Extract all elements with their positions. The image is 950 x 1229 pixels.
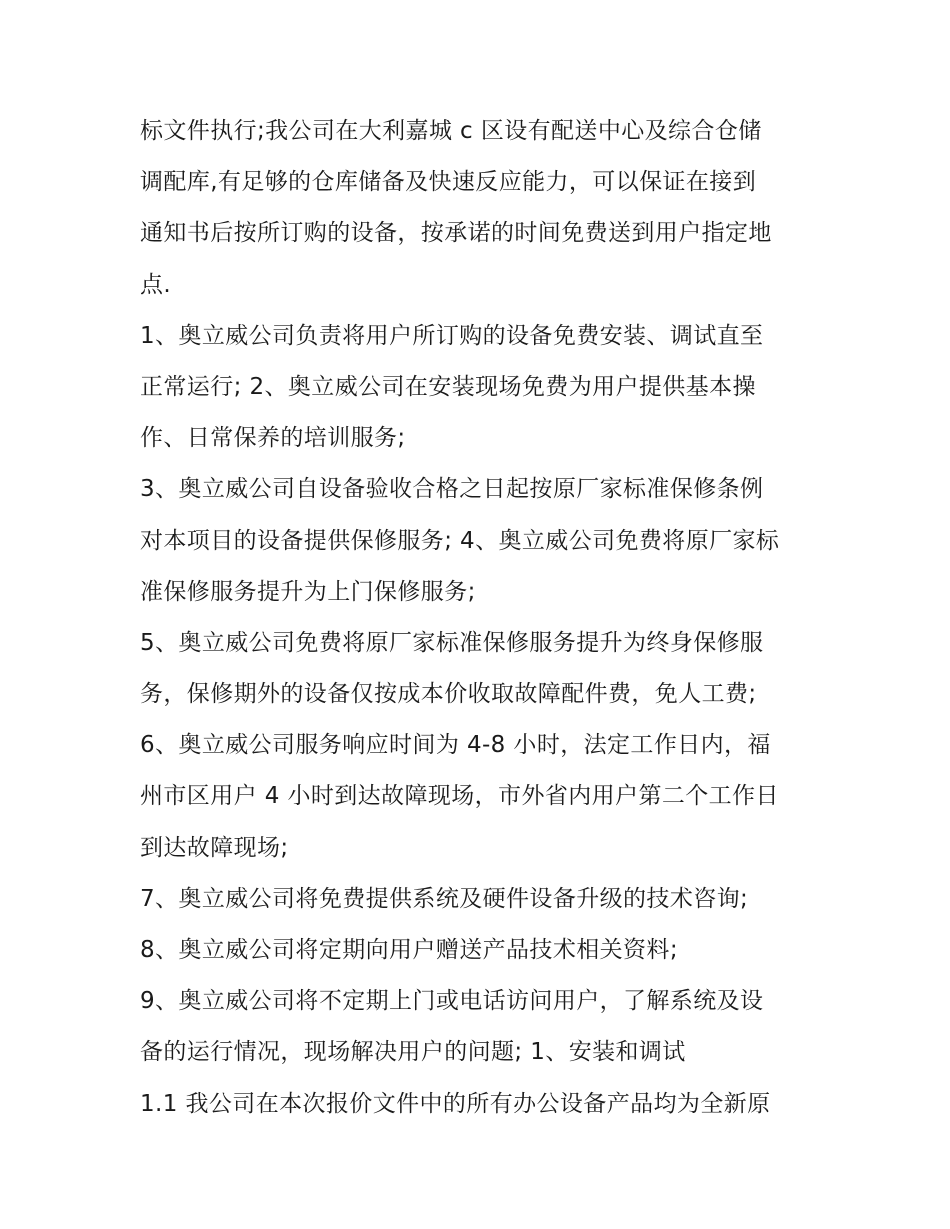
text-line: 1.1 我公司在本次报价文件中的所有办公设备产品均为全新原: [140, 1090, 771, 1117]
text-line: 对本项目的设备提供保修服务; 4、奥立威公司免费将原厂家标: [140, 527, 780, 554]
text-line: 1、奥立威公司负责将用户所订购的设备免费安装、调试直至: [140, 322, 764, 349]
text-line: 作、日常保养的培训服务;: [140, 425, 406, 452]
text-line: 正常运行; 2、奥立威公司在安装现场免费为用户提供基本操: [140, 373, 756, 400]
text-line: 9、奥立威公司将不定期上门或电话访问用户，了解系统及设: [140, 988, 764, 1015]
text-line: 务，保修期外的设备仅按成本价收取故障配件费，免人工费;: [140, 681, 757, 708]
text-line: 5、奥立威公司免费将原厂家标准保修服务提升为终身保修服: [140, 629, 764, 656]
text-line: 6、奥立威公司服务响应时间为 4-8 小时，法定工作日内，福: [140, 732, 771, 759]
text-line: 州市区用户 4 小时到达故障现场，市外省内用户第二个工作日: [140, 783, 779, 810]
text-line: 3、奥立威公司自设备验收合格之日起按原厂家标准保修条例: [140, 476, 764, 503]
text-line: 到达故障现场;: [140, 834, 289, 861]
text-line: 备的运行情况，现场解决用户的问题; 1、安装和调试: [140, 1039, 686, 1066]
text-line: 准保修服务提升为上门保修服务;: [140, 578, 476, 605]
text-line: 8、奥立威公司将定期向用户赠送产品技术相关资料;: [140, 937, 678, 963]
text-line: 调配库,有足够的仓库储备及快速反应能力，可以保证在接到: [140, 169, 757, 196]
text-line: 7、奥立威公司将免费提供系统及硬件设备升级的技术咨询;: [140, 885, 749, 912]
text-line: 通知书后按所订购的设备，按承诺的时间免费送到用户指定地: [140, 220, 772, 247]
document-body: [140, 106, 820, 1130]
text-line: 点.: [140, 271, 172, 298]
text-line: 标文件执行;我公司在大利嘉城 c 区设有配送中心及综合仓储: [140, 118, 762, 144]
